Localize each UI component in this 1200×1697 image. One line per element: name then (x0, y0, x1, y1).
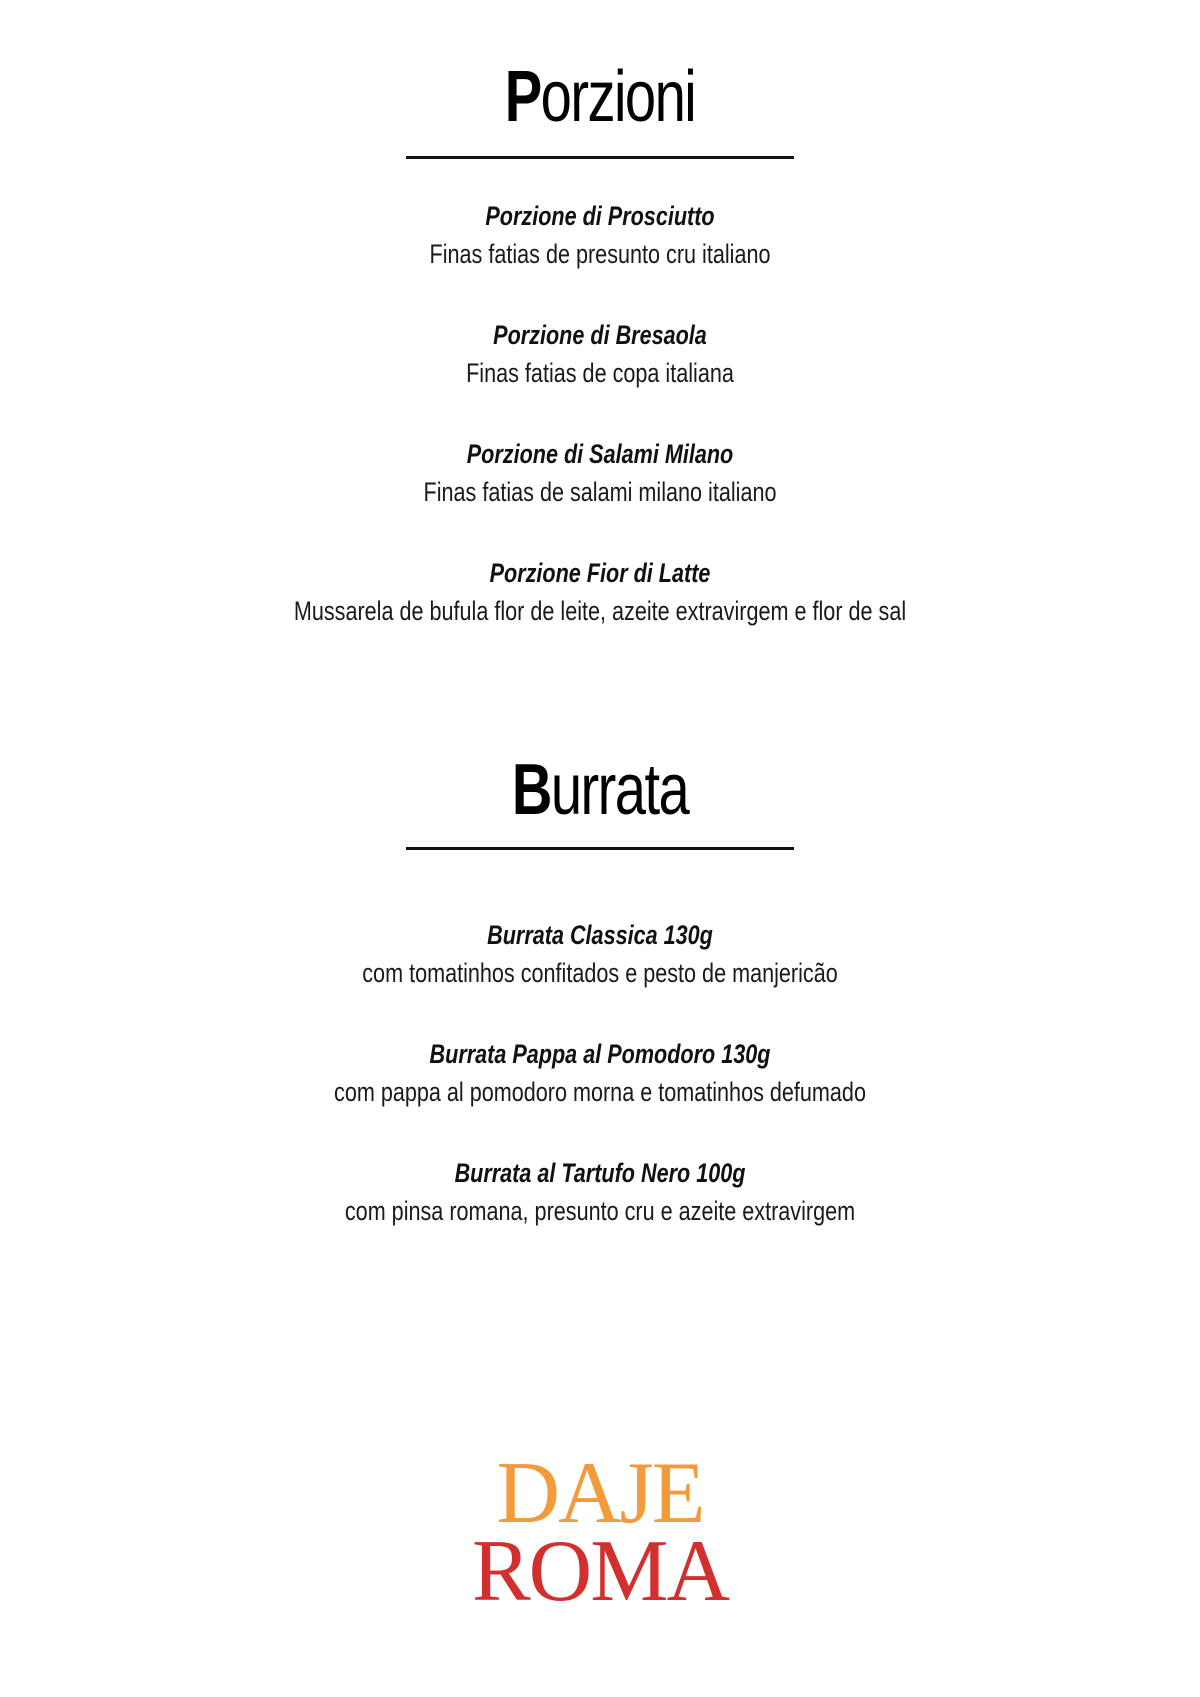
menu-item-description: Finas fatias de copa italiana (466, 358, 734, 388)
title-initial: B (511, 750, 551, 830)
title-rest: urrata (550, 750, 689, 830)
menu-item-name: Burrata Classica 130g (487, 920, 713, 950)
title-underline (406, 156, 794, 159)
menu-item (0, 197, 1200, 316)
menu-item-list (0, 916, 1200, 1273)
section-porzioni (0, 52, 1200, 673)
section-title (132, 52, 1068, 142)
title-rest: orzioni (540, 57, 696, 137)
menu-item-name: Porzione di Prosciutto (485, 201, 715, 231)
menu-item-description: Finas fatias de salami milano italiano (423, 477, 777, 507)
menu-item-name: Burrata al Tartufo Nero 100g (454, 1158, 746, 1188)
menu-item (0, 1154, 1200, 1273)
logo-line-roma: ROMA (471, 1523, 729, 1620)
menu-item (0, 916, 1200, 1035)
menu-item (0, 435, 1200, 554)
menu-item-name: Porzione di Salami Milano (466, 439, 734, 469)
menu-item-description: Finas fatias de presunto cru italiano (429, 239, 771, 269)
section-title (132, 745, 1068, 835)
section-burrata (0, 745, 1200, 1273)
menu-item (0, 554, 1200, 673)
menu-item-list (0, 197, 1200, 673)
menu-item (0, 316, 1200, 435)
menu-item-name: Porzione Fior di Latte (489, 558, 711, 588)
menu-item-description: com tomatinhos confitados e pesto de manjericão (362, 958, 838, 988)
menu-item-name: Porzione di Bresaola (493, 320, 707, 350)
menu-item-description: com pappa al pomodoro morna e tomatinhos defumado (334, 1077, 866, 1107)
menu-item-description: Mussarela de bufula flor de leite, azeite extravirgem e flor de sal (293, 596, 907, 626)
menu-item-description: com pinsa romana, presunto cru e azeite extravirgem (344, 1196, 856, 1226)
menu-item-name: Burrata Pappa al Pomodoro 130g (429, 1039, 771, 1069)
menu-item (0, 1035, 1200, 1154)
logo-line-daje: DAJE (496, 1445, 704, 1542)
title-underline (406, 847, 794, 850)
brand-logo (0, 1445, 1200, 1620)
title-initial: P (504, 57, 541, 137)
